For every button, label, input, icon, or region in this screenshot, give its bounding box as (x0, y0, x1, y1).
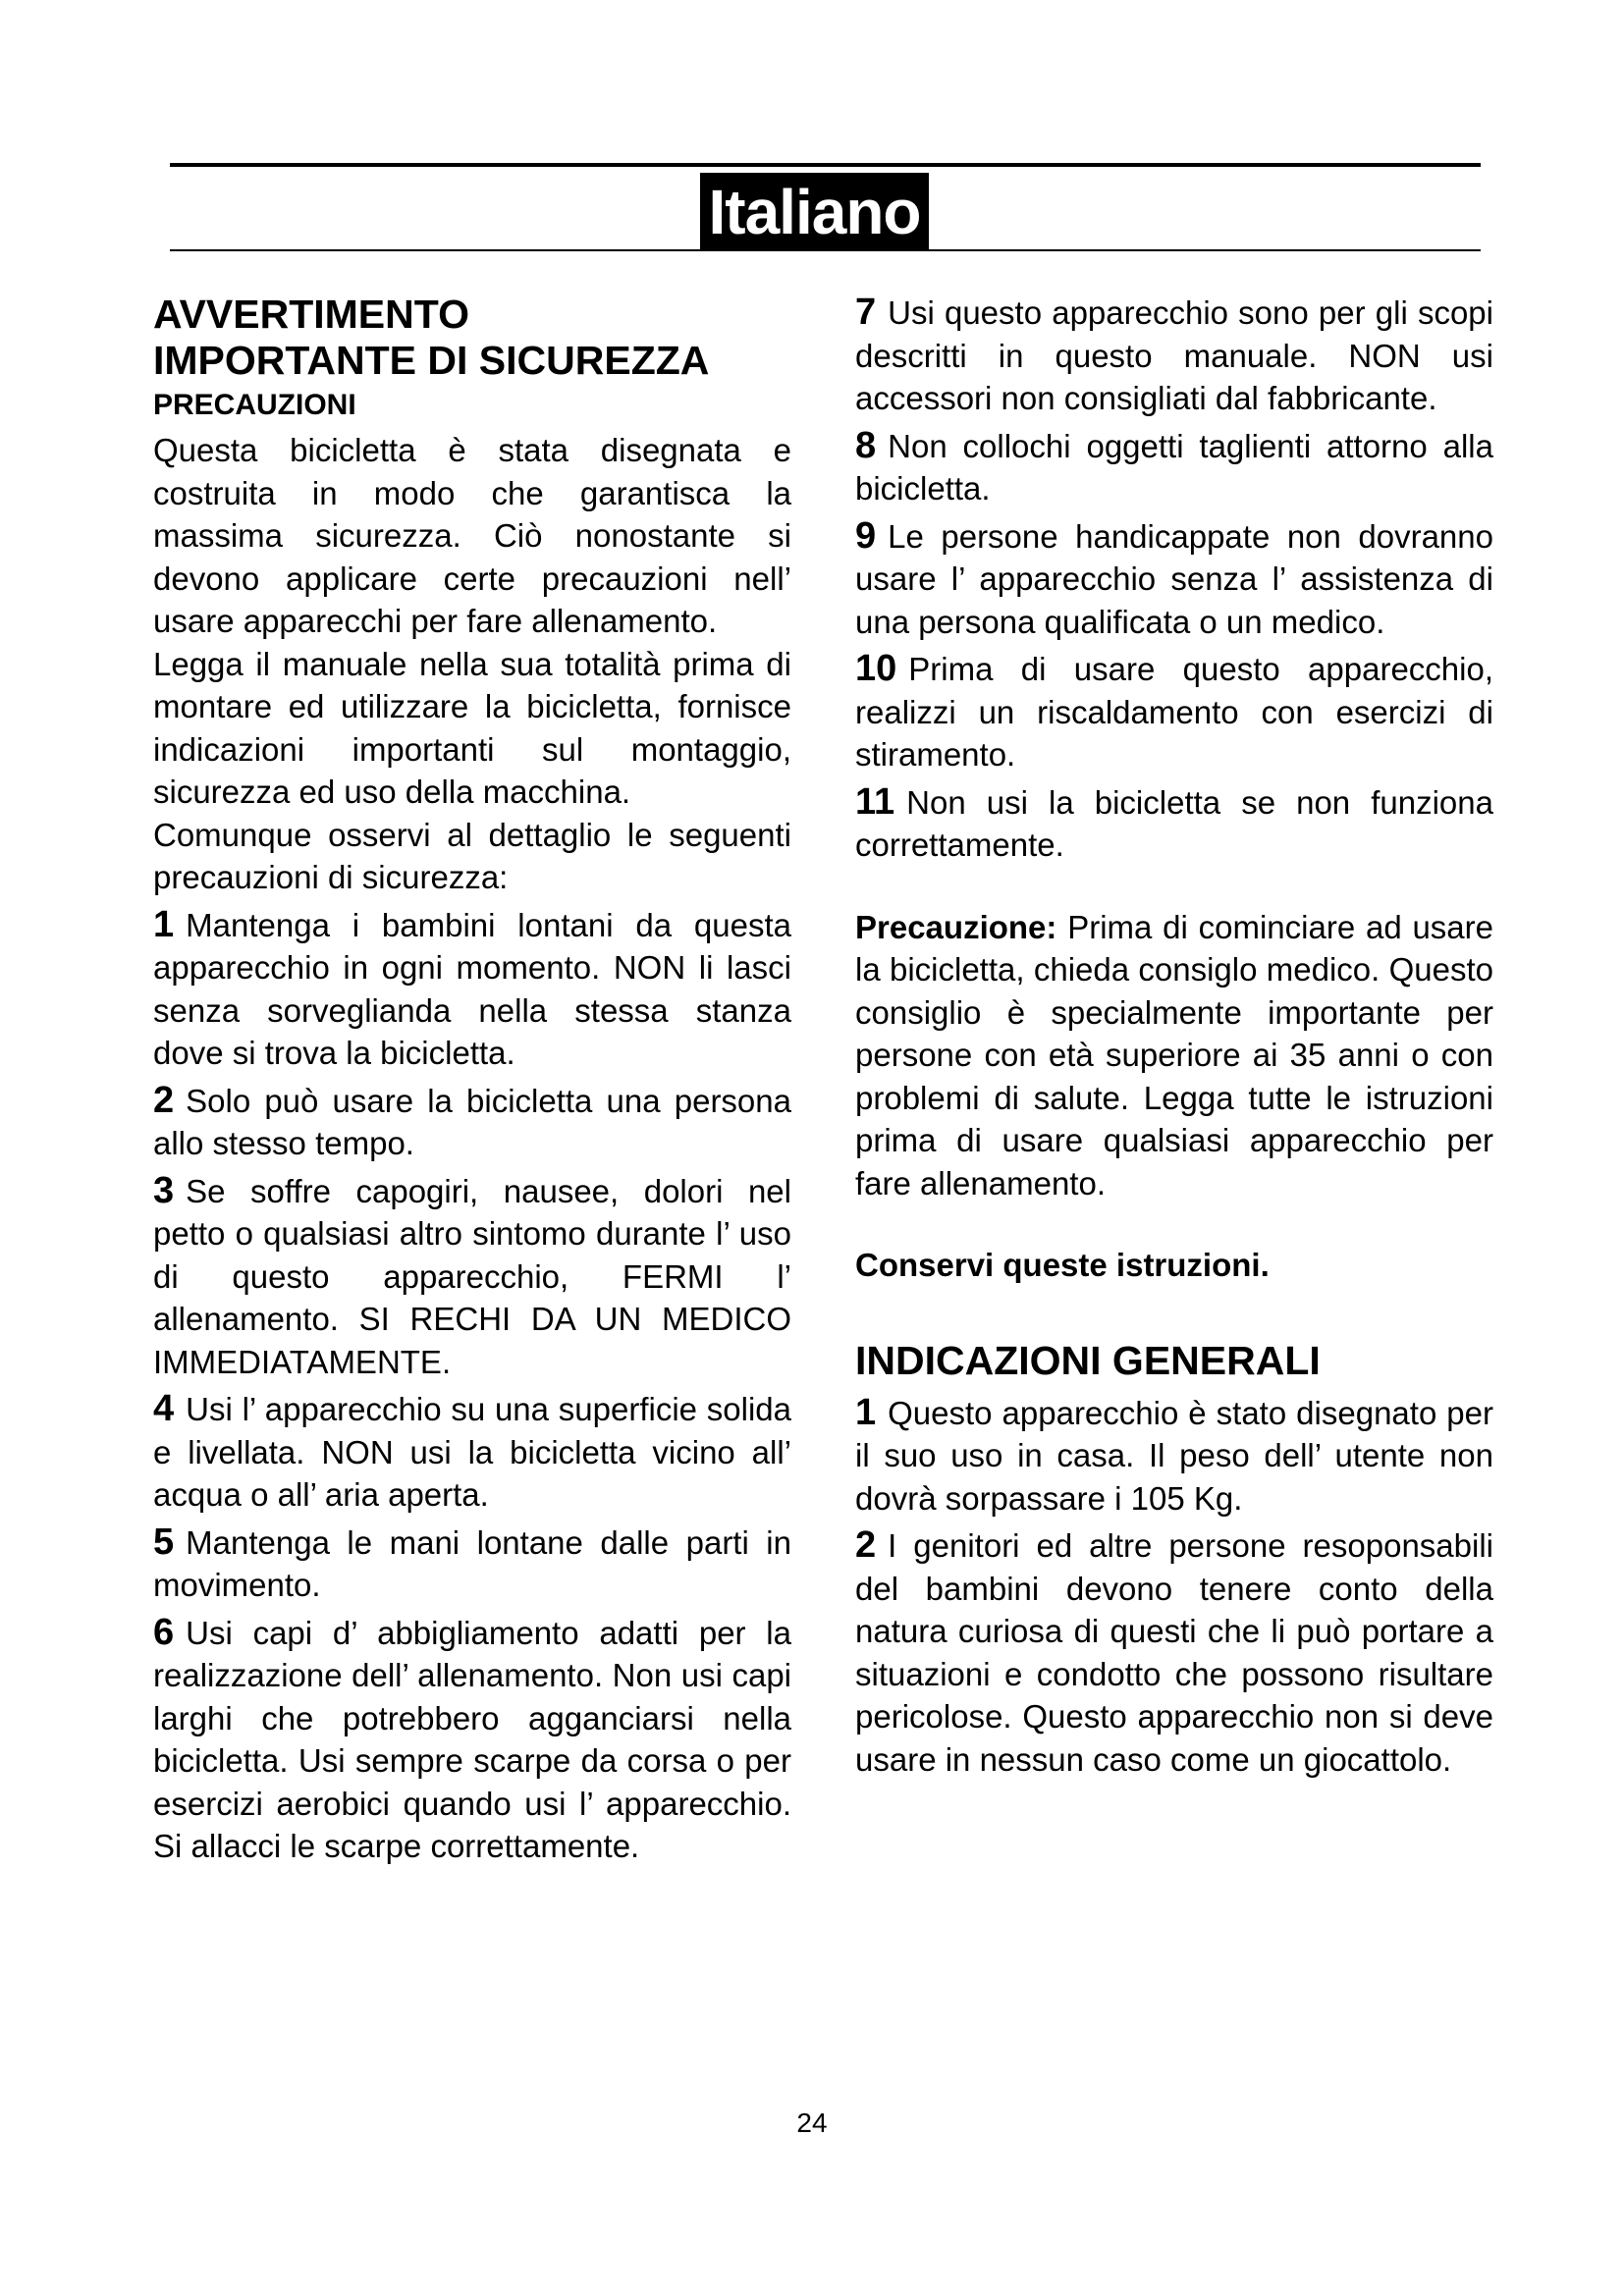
item-text: Questo apparecchio è stato disegnato per il suo uso in casa. Il peso dell’ utente non dovrà sorpassare i 105 Kg. (855, 1394, 1493, 1517)
item-number: 8 (855, 424, 877, 466)
list-item (153, 904, 791, 1075)
item-number: 1 (855, 1391, 877, 1433)
language-badge: Italiano (700, 173, 929, 251)
spacer (855, 867, 1493, 906)
item-text: Non usi la bicicletta se non funziona correttamente. (855, 783, 1493, 863)
item-number: 4 (153, 1388, 175, 1429)
list-item (153, 1170, 791, 1384)
item-number: 2 (855, 1524, 877, 1566)
item-text: Usi l’ apparecchio su una superficie solida e livellata. NON usi la bicicletta vicino all’ acqua o all’ aria aperta. (153, 1391, 791, 1513)
item-text: Se soffre capogiri, nausee, dolori nel petto o qualsiasi altro sintomo durante l’ uso di questo apparecchio, FERMI l’ allenamento. SI RECHI DA UN MEDICO IMMEDIATAMENTE. (153, 1172, 791, 1380)
item-text: Usi questo apparecchio sono per gli scopi descritti in questo manuale. NON usi accessori non consigliati dal fabbricante. (855, 294, 1493, 416)
header-rule-top (170, 163, 1481, 167)
list-item (855, 1524, 1493, 1781)
safety-title-line1: AVVERTIMENTO (153, 292, 469, 337)
list-item (855, 648, 1493, 776)
item-text: Prima di usare questo apparecchio, realizzi un riscaldamento con esercizi di stiramento. (855, 651, 1493, 773)
manual-paragraph: Legga il manuale nella sua totalità prima di montare ed utilizzare la bicicletta, fornisce indicazioni importanti sul montaggio, sicurezza ed uso della macchina. (153, 645, 791, 810)
list-item (153, 1612, 791, 1868)
keep-instructions: Conservi queste istruzioni. (855, 1247, 1270, 1283)
list-item (855, 515, 1493, 644)
item-number: 3 (153, 1169, 175, 1211)
left-column (153, 292, 791, 1868)
caution-label: Precauzione: (855, 908, 1057, 945)
right-column (855, 292, 1493, 1781)
list-item (153, 1388, 791, 1517)
item-text: Solo può usare la bicicletta una persona allo stesso tempo. (153, 1082, 791, 1161)
item-number: 11 (855, 780, 895, 823)
list-item (153, 1080, 791, 1165)
item-number: 1 (153, 903, 175, 945)
item-number: 9 (855, 514, 877, 557)
list-item (855, 425, 1493, 510)
item-text: Non collochi oggetti taglienti attorno alla bicicletta. (855, 427, 1493, 507)
caution-text: Prima di cominciare ad usare la bicicletta, chieda consiglo medico. Questo consiglio è specialmente importante per persone con età superiore ai 35 anni o con problemi di salute. Legga tutte le istruzioni prima di usare qualsiasi apparecchio per fare allenamento. (855, 908, 1494, 1201)
list-item (855, 292, 1493, 420)
item-text: I genitori ed altre persone resoponsabili del bambini devono tenere conto della natura curiosa di questi che li può portare a situazioni e condotto che possono risultare pericolose. Questo apparecchio non si deve usare in nessun caso come un giocattolo. (855, 1527, 1493, 1778)
safety-title-line2: IMPORTANTE DI SICUREZZA (153, 338, 710, 383)
item-text: Mantenga i bambini lontani da questa apparecchio in ogni momento. NON li lasci senza sorveglianda nella stessa stanza dove si trova la bicicletta. (153, 906, 791, 1071)
list-item (153, 1522, 791, 1607)
item-text: Mantenga le mani lontane dalle parti in movimento. (153, 1523, 791, 1603)
item-number: 2 (153, 1079, 175, 1121)
intro-paragraph: Questa bicicletta è stata disegnata e costruita in modo che garantisca la massima sicurezza. Ciò nonostante si devono applicare certe precauzioni nell’ usare apparecchi per fare allenamento. (153, 432, 791, 639)
item-number: 6 (153, 1611, 175, 1653)
caution-paragraph (855, 906, 1493, 1205)
header-rule-bottom (170, 249, 1481, 251)
item-number: 10 (855, 648, 897, 689)
precautions-paragraph: Comunque osservi al dettaglio le seguenti precauzioni di sicurezza: (153, 816, 791, 895)
list-item (855, 1392, 1493, 1521)
item-number: 5 (153, 1521, 175, 1563)
item-number: 7 (855, 292, 877, 333)
precautions-subtitle: PRECAUZIONI (153, 389, 356, 421)
item-text: Le persone handicappate non dovranno usare l’ apparecchio senza l’ assistenza di una persona qualificata o un medico. (855, 517, 1493, 640)
general-section-title: INDICAZIONI GENERALI (855, 1337, 1321, 1383)
page-number: 24 (796, 2108, 828, 2138)
item-text: Usi capi d’ abbigliamento adatti per la realizzazione dell’ allenamento. Non usi capi larghi che potrebbero agganciarsi nella bicicletta. Usi sempre scarpe da corsa o per esercizi aerobici quando usi l’ apparecchio. Si allacci le scarpe correttamente. (153, 1614, 791, 1864)
list-item (855, 781, 1493, 867)
